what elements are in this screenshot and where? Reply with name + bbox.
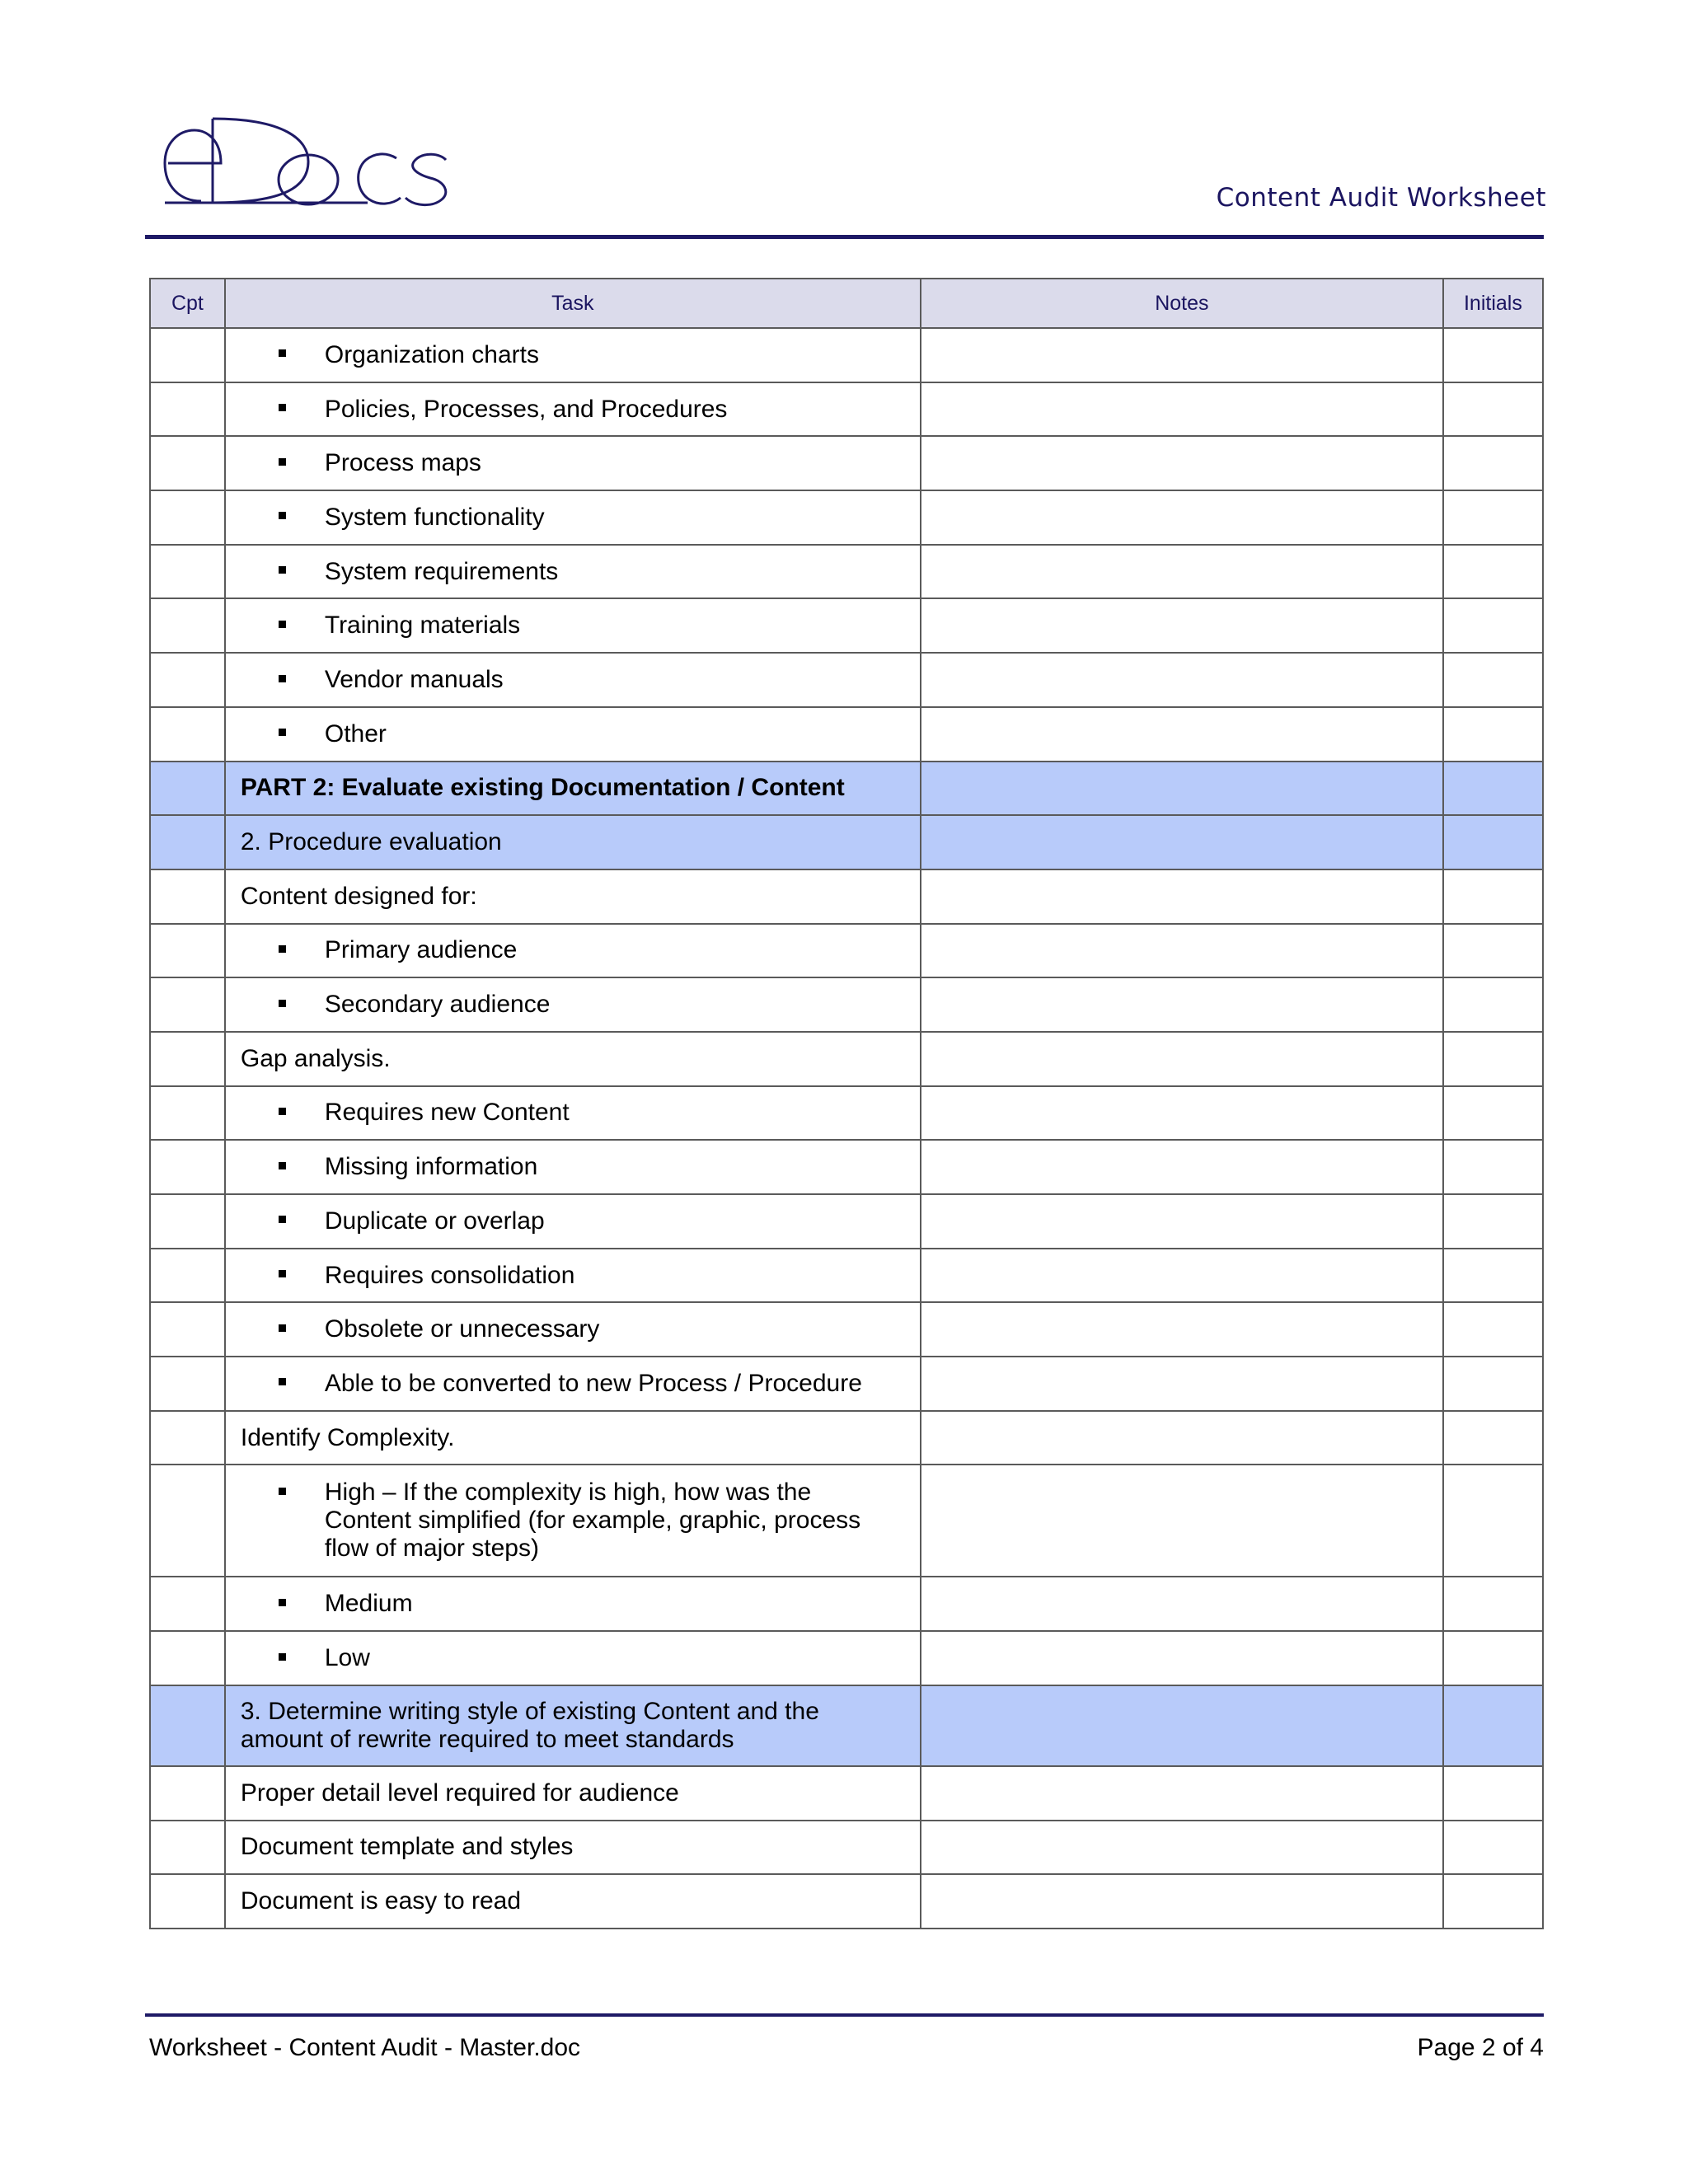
initials-cell[interactable] bbox=[1443, 1577, 1543, 1631]
initials-cell[interactable] bbox=[1443, 1685, 1543, 1766]
task-text: Requires new Content bbox=[324, 1099, 570, 1127]
task-cell bbox=[225, 328, 921, 382]
table-row bbox=[150, 1577, 1543, 1631]
initials-cell[interactable] bbox=[1443, 1821, 1543, 1875]
notes-cell[interactable] bbox=[921, 1411, 1443, 1465]
task-text: System functionality bbox=[324, 503, 545, 531]
task-text: Training materials bbox=[324, 612, 521, 640]
bullet-marker bbox=[226, 1153, 325, 1181]
task-text: Missing information bbox=[324, 1153, 538, 1181]
table-row bbox=[150, 1140, 1543, 1194]
task-cell bbox=[225, 1194, 921, 1249]
task-cell bbox=[225, 1302, 921, 1357]
task-text: Obsolete or unnecessary bbox=[324, 1315, 600, 1343]
footer-page-number: Page 2 of 4 bbox=[1417, 2034, 1544, 2061]
cpt-cell[interactable] bbox=[150, 1411, 225, 1465]
initials-cell[interactable] bbox=[1443, 1465, 1543, 1577]
task-text: Process maps bbox=[324, 449, 481, 477]
bullet-marker bbox=[226, 1590, 325, 1618]
notes-cell[interactable] bbox=[921, 1357, 1443, 1411]
notes-cell[interactable] bbox=[921, 1874, 1443, 1929]
header-divider bbox=[145, 235, 1544, 239]
notes-cell[interactable] bbox=[921, 1465, 1443, 1577]
task-cell bbox=[225, 1874, 921, 1929]
column-header-task: Task bbox=[225, 279, 921, 328]
bullet-marker bbox=[226, 1099, 325, 1127]
table-row bbox=[150, 1194, 1543, 1249]
bullet-marker bbox=[226, 341, 325, 369]
notes-cell[interactable] bbox=[921, 1086, 1443, 1141]
table-row bbox=[150, 707, 1543, 762]
cpt-cell[interactable] bbox=[150, 869, 225, 924]
task-text: System requirements bbox=[324, 557, 559, 585]
notes-cell[interactable] bbox=[921, 1685, 1443, 1766]
notes-cell[interactable] bbox=[921, 869, 1443, 924]
notes-cell[interactable] bbox=[921, 1032, 1443, 1086]
initials-cell[interactable] bbox=[1443, 1411, 1543, 1465]
task-text: Identify Complexity. bbox=[240, 1423, 455, 1451]
task-text: Vendor manuals bbox=[324, 665, 504, 693]
task-text: Other bbox=[324, 719, 387, 748]
footer-divider bbox=[145, 2013, 1544, 2017]
bullet-marker bbox=[226, 449, 325, 477]
cpt-cell[interactable] bbox=[150, 436, 225, 490]
table-row bbox=[150, 924, 1543, 978]
table-row bbox=[150, 1032, 1543, 1086]
notes-cell[interactable] bbox=[921, 924, 1443, 978]
table-row bbox=[150, 869, 1543, 924]
task-text: High – If the complexity is high, how was the Content simplified (for example, graphic, process flow of major steps) bbox=[324, 1479, 861, 1563]
cpt-cell[interactable] bbox=[150, 1685, 225, 1766]
table-row bbox=[150, 762, 1543, 816]
table-row bbox=[150, 1465, 1543, 1577]
table-row bbox=[150, 653, 1543, 707]
initials-cell[interactable] bbox=[1443, 1140, 1543, 1194]
table-row bbox=[150, 1685, 1543, 1766]
cpt-cell[interactable] bbox=[150, 1577, 225, 1631]
cpt-cell[interactable] bbox=[150, 328, 225, 382]
bullet-marker bbox=[226, 504, 325, 532]
initials-cell[interactable] bbox=[1443, 977, 1543, 1032]
notes-cell[interactable] bbox=[921, 1140, 1443, 1194]
task-text: Requires consolidation bbox=[324, 1261, 575, 1289]
notes-cell[interactable] bbox=[921, 707, 1443, 762]
cpt-cell[interactable] bbox=[150, 598, 225, 653]
initials-cell[interactable] bbox=[1443, 1086, 1543, 1141]
task-cell bbox=[225, 762, 921, 816]
table-row bbox=[150, 1357, 1543, 1411]
table-row bbox=[150, 490, 1543, 545]
task-text: Document template and styles bbox=[240, 1833, 574, 1861]
initials-cell[interactable] bbox=[1443, 382, 1543, 437]
initials-cell[interactable] bbox=[1443, 490, 1543, 545]
task-cell bbox=[225, 707, 921, 762]
notes-cell[interactable] bbox=[921, 653, 1443, 707]
cpt-cell[interactable] bbox=[150, 1249, 225, 1303]
audit-table-body bbox=[150, 328, 1543, 1929]
task-cell bbox=[225, 1821, 921, 1875]
notes-cell[interactable] bbox=[921, 598, 1443, 653]
task-cell bbox=[225, 382, 921, 437]
cpt-cell[interactable] bbox=[150, 382, 225, 437]
task-cell bbox=[225, 924, 921, 978]
task-cell bbox=[225, 1631, 921, 1685]
cpt-cell[interactable] bbox=[150, 1821, 225, 1875]
notes-cell[interactable] bbox=[921, 1821, 1443, 1875]
task-cell bbox=[225, 1140, 921, 1194]
notes-cell[interactable] bbox=[921, 1577, 1443, 1631]
audit-table bbox=[149, 278, 1544, 1929]
task-cell bbox=[225, 1766, 921, 1821]
task-text: Document is easy to read bbox=[240, 1887, 522, 1915]
cpt-cell[interactable] bbox=[150, 1766, 225, 1821]
initials-cell[interactable] bbox=[1443, 1357, 1543, 1411]
cpt-cell[interactable] bbox=[150, 1465, 225, 1577]
initials-cell[interactable] bbox=[1443, 707, 1543, 762]
notes-cell[interactable] bbox=[921, 436, 1443, 490]
column-header-initials: Initials bbox=[1443, 279, 1543, 328]
task-text: PART 2: Evaluate existing Documentation / Content bbox=[240, 774, 845, 802]
table-row bbox=[150, 545, 1543, 599]
task-text: Proper detail level required for audience bbox=[240, 1779, 679, 1807]
table-row bbox=[150, 382, 1543, 437]
bullet-marker bbox=[226, 558, 325, 586]
task-cell bbox=[225, 1685, 921, 1766]
initials-cell[interactable] bbox=[1443, 1766, 1543, 1821]
initials-cell[interactable] bbox=[1443, 328, 1543, 382]
task-cell bbox=[225, 490, 921, 545]
bullet-marker bbox=[226, 720, 325, 748]
table-row bbox=[150, 1086, 1543, 1141]
notes-cell[interactable] bbox=[921, 977, 1443, 1032]
task-text: Duplicate or overlap bbox=[324, 1207, 545, 1235]
initials-cell[interactable] bbox=[1443, 762, 1543, 816]
footer-filename: Worksheet - Content Audit - Master.doc bbox=[149, 2034, 581, 2061]
table-header-row bbox=[150, 279, 1543, 328]
table-row bbox=[150, 1766, 1543, 1821]
notes-cell[interactable] bbox=[921, 1766, 1443, 1821]
initials-cell[interactable] bbox=[1443, 815, 1543, 869]
cpt-cell[interactable] bbox=[150, 1302, 225, 1357]
column-header-cpt: Cpt bbox=[150, 279, 225, 328]
bullet-marker bbox=[226, 991, 325, 1019]
task-text: Low bbox=[324, 1643, 370, 1671]
initials-cell[interactable] bbox=[1443, 653, 1543, 707]
table-row bbox=[150, 436, 1543, 490]
task-cell bbox=[225, 869, 921, 924]
task-text: Policies, Processes, and Procedures bbox=[324, 395, 728, 423]
bullet-marker bbox=[226, 1644, 325, 1672]
task-cell bbox=[225, 1032, 921, 1086]
task-cell bbox=[225, 1249, 921, 1303]
notes-cell[interactable] bbox=[921, 762, 1443, 816]
table-row bbox=[150, 328, 1543, 382]
initials-cell[interactable] bbox=[1443, 924, 1543, 978]
table-row bbox=[150, 1302, 1543, 1357]
bullet-marker bbox=[226, 666, 325, 694]
cpt-cell[interactable] bbox=[150, 1357, 225, 1411]
task-text: Content designed for: bbox=[240, 882, 477, 910]
bullet-marker bbox=[226, 1370, 325, 1398]
bullet-marker bbox=[226, 1207, 325, 1235]
notes-cell[interactable] bbox=[921, 328, 1443, 382]
initials-cell[interactable] bbox=[1443, 1194, 1543, 1249]
initials-cell[interactable] bbox=[1443, 1631, 1543, 1685]
task-cell bbox=[225, 977, 921, 1032]
task-cell bbox=[225, 1357, 921, 1411]
bullet-marker bbox=[226, 936, 325, 964]
task-text: Organization charts bbox=[324, 340, 539, 368]
initials-cell[interactable] bbox=[1443, 1874, 1543, 1929]
initials-cell[interactable] bbox=[1443, 1249, 1543, 1303]
cpt-cell[interactable] bbox=[150, 1032, 225, 1086]
notes-cell[interactable] bbox=[921, 1631, 1443, 1685]
cpt-cell[interactable] bbox=[150, 1631, 225, 1685]
table-row bbox=[150, 598, 1543, 653]
notes-cell[interactable] bbox=[921, 815, 1443, 869]
task-text: Primary audience bbox=[324, 936, 518, 964]
table-row bbox=[150, 1249, 1543, 1303]
task-text: 3. Determine writing style of existing Content and the amount of rewrite required to meet standards bbox=[240, 1697, 819, 1753]
table-row bbox=[150, 815, 1543, 869]
task-cell bbox=[225, 1086, 921, 1141]
column-header-notes: Notes bbox=[921, 279, 1443, 328]
document-title: Content Audit Worksheet bbox=[1216, 183, 1546, 213]
table-row bbox=[150, 1874, 1543, 1929]
cpt-cell[interactable] bbox=[150, 762, 225, 816]
cpt-cell[interactable] bbox=[150, 977, 225, 1032]
task-cell bbox=[225, 815, 921, 869]
task-text: 2. Procedure evaluation bbox=[240, 828, 502, 856]
bullet-marker bbox=[226, 612, 325, 640]
table-row bbox=[150, 977, 1543, 1032]
bullet-marker bbox=[226, 396, 325, 424]
bullet-marker bbox=[226, 1315, 325, 1343]
notes-cell[interactable] bbox=[921, 490, 1443, 545]
initials-cell[interactable] bbox=[1443, 545, 1543, 599]
cpt-cell[interactable] bbox=[150, 815, 225, 869]
task-cell bbox=[225, 1411, 921, 1465]
cpt-cell[interactable] bbox=[150, 924, 225, 978]
edocs-logo bbox=[162, 115, 450, 213]
table-row bbox=[150, 1821, 1543, 1875]
task-text: Able to be converted to new Process / Procedure bbox=[324, 1369, 862, 1397]
initials-cell[interactable] bbox=[1443, 869, 1543, 924]
notes-cell[interactable] bbox=[921, 545, 1443, 599]
notes-cell[interactable] bbox=[921, 1302, 1443, 1357]
notes-cell[interactable] bbox=[921, 1194, 1443, 1249]
bullet-marker bbox=[226, 1479, 325, 1507]
cpt-cell[interactable] bbox=[150, 545, 225, 599]
initials-cell[interactable] bbox=[1443, 598, 1543, 653]
task-text: Medium bbox=[324, 1590, 413, 1618]
task-text: Gap analysis. bbox=[240, 1044, 391, 1072]
task-cell bbox=[225, 1465, 921, 1577]
table-row bbox=[150, 1631, 1543, 1685]
initials-cell[interactable] bbox=[1443, 1032, 1543, 1086]
task-cell bbox=[225, 436, 921, 490]
task-cell bbox=[225, 653, 921, 707]
task-cell bbox=[225, 598, 921, 653]
initials-cell[interactable] bbox=[1443, 436, 1543, 490]
cpt-cell[interactable] bbox=[150, 490, 225, 545]
task-cell bbox=[225, 1577, 921, 1631]
cpt-cell[interactable] bbox=[150, 1140, 225, 1194]
table-row bbox=[150, 1411, 1543, 1465]
notes-cell[interactable] bbox=[921, 382, 1443, 437]
cpt-cell[interactable] bbox=[150, 1874, 225, 1929]
cpt-cell[interactable] bbox=[150, 1194, 225, 1249]
bullet-marker bbox=[226, 1262, 325, 1290]
cpt-cell[interactable] bbox=[150, 653, 225, 707]
task-text: Secondary audience bbox=[324, 991, 551, 1019]
initials-cell[interactable] bbox=[1443, 1302, 1543, 1357]
cpt-cell[interactable] bbox=[150, 1086, 225, 1141]
notes-cell[interactable] bbox=[921, 1249, 1443, 1303]
task-cell bbox=[225, 545, 921, 599]
cpt-cell[interactable] bbox=[150, 707, 225, 762]
